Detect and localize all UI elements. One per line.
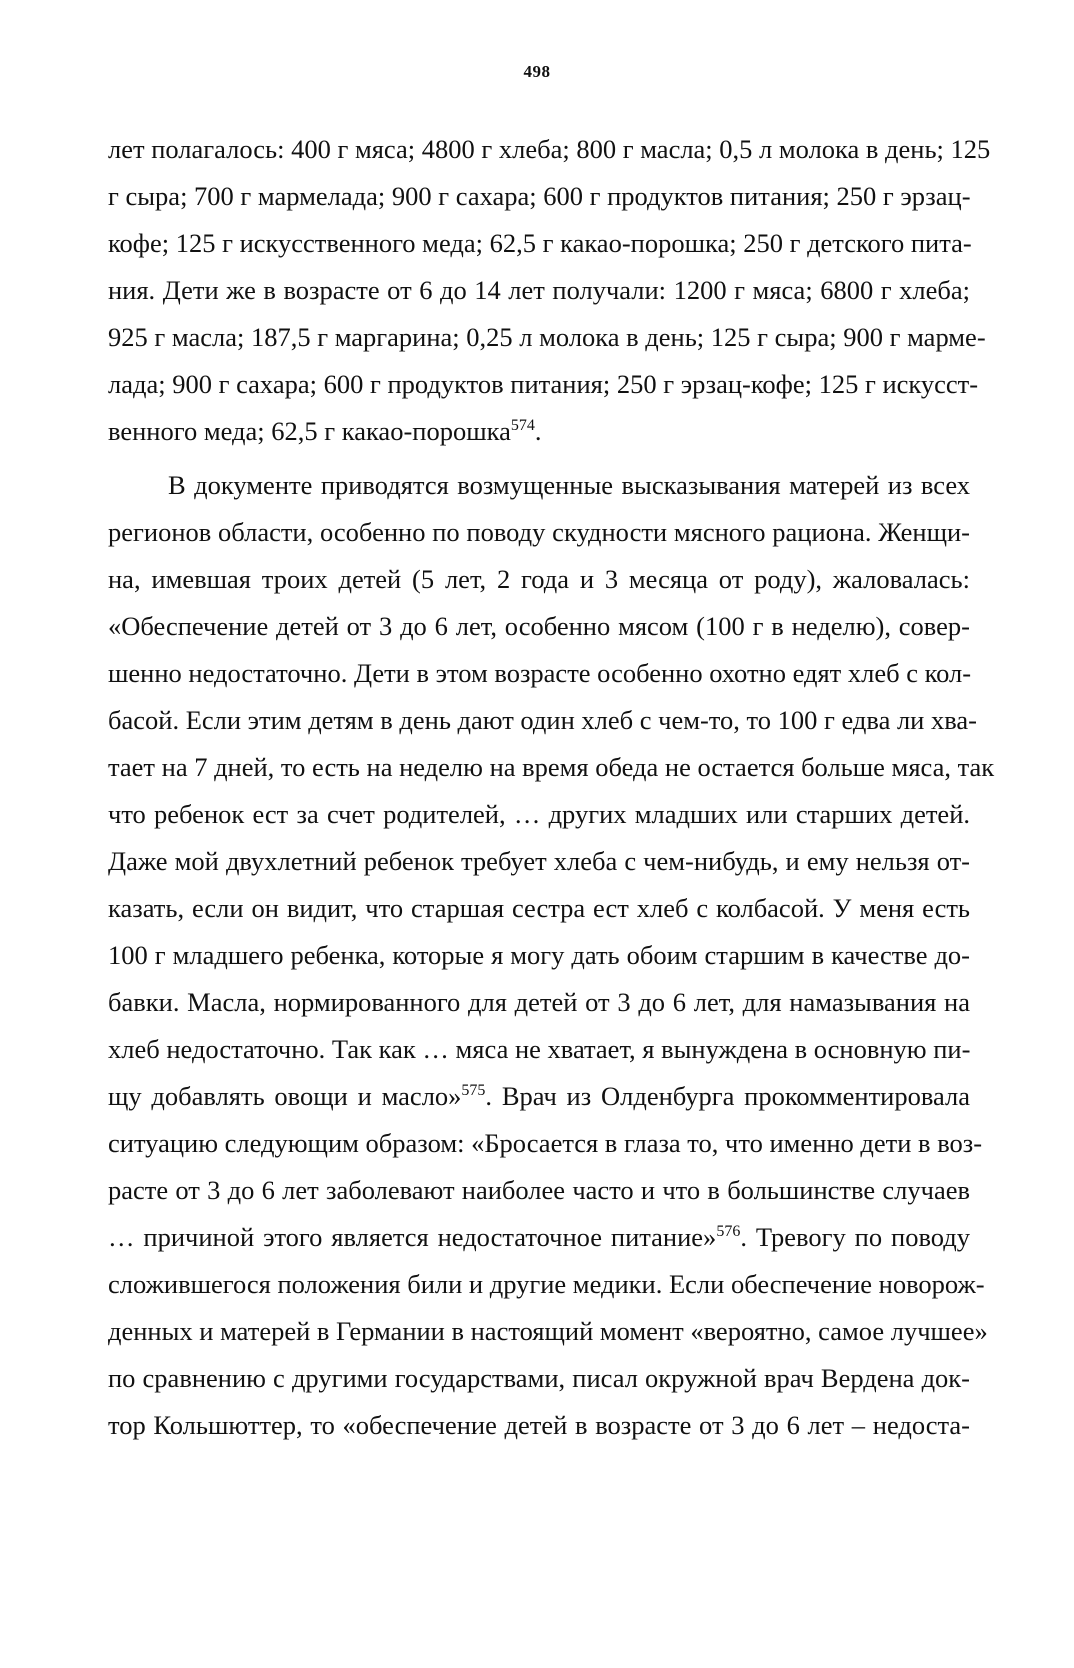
footnote-ref-575: 575 bbox=[461, 1082, 486, 1100]
text-line: казать, если он видит, что старшая сестра ест хлеб с колбасой. У меня есть bbox=[108, 893, 970, 923]
text-line: регионов области, особенно по поводу скудности мясного рациона. Женщи- bbox=[108, 517, 970, 547]
text-line: шенно недостаточно. Дети в этом возрасте особенно охотно едят хлеб с кол- bbox=[108, 658, 972, 688]
text-fragment: … причиной этого является недостаточное питание» bbox=[108, 1222, 717, 1252]
text-line: по сравнению с другими государствами, писал окружной врач Вердена док- bbox=[108, 1363, 970, 1393]
text-line: кофе; 125 г искусственного меда; 62,5 г какао-порошка; 250 г детского пита- bbox=[108, 228, 972, 258]
text-line: «Обеспечение детей от 3 до 6 лет, особенно мясом (100 г в неделю), совер- bbox=[108, 611, 970, 641]
body-text bbox=[108, 126, 995, 1449]
text-fragment: венного меда; 62,5 г какао-порошка bbox=[108, 416, 511, 446]
text-line: лет полагалось: 400 г мяса; 4800 г хлеба; 800 г масла; 0,5 л молока в день; 125 bbox=[108, 134, 991, 164]
text-fragment: . Врач из Олденбурга прокомментировала bbox=[485, 1081, 970, 1111]
text-line: тает на 7 дней, то есть на неделю на время обеда не остается больше мяса, так bbox=[108, 752, 995, 782]
text-fragment: . Тревогу по поводу bbox=[740, 1222, 970, 1252]
text-line: тор Кольшюттер, то «обеспечение детей в возрасте от 3 до 6 лет – недоста- bbox=[108, 1410, 970, 1440]
text-line bbox=[108, 1073, 970, 1120]
text-line: 100 г младшего ребенка, которые я могу дать обоим старшим в качестве до- bbox=[108, 940, 970, 970]
text-line: басой. Если этим детям в день дают один хлеб с чем-то, то 100 г едва ли хва- bbox=[108, 705, 977, 735]
page-number: 498 bbox=[523, 62, 551, 81]
text-line: лада; 900 г сахара; 600 г продуктов питания; 250 г эрзац-кофе; 125 г искусст- bbox=[108, 369, 979, 399]
footnote-ref-574: 574 bbox=[510, 417, 535, 435]
text-line: хлеб недостаточно. Так как … мяса не хватает, я вынуждена в основную пи- bbox=[108, 1034, 971, 1064]
text-line: г сыра; 700 г мармелада; 900 г сахара; 600 г продуктов питания; 250 г эрзац- bbox=[108, 181, 971, 211]
text-line: что ребенок ест за счет родителей, … других младших или старших детей. bbox=[108, 799, 970, 829]
text-line: ния. Дети же в возрасте от 6 до 14 лет получали: 1200 г мяса; 6800 г хлеба; bbox=[108, 275, 970, 305]
text-line: ситуацию следующим образом: «Бросается в глаза то, что именно дети в воз- bbox=[108, 1128, 983, 1158]
text-fragment: щу добавлять овощи и масло» bbox=[108, 1081, 462, 1111]
text-fragment: . bbox=[534, 416, 542, 446]
text-line bbox=[108, 1214, 970, 1261]
text-line: бавки. Масла, нормированного для детей от 3 до 6 лет, для намазывания на bbox=[108, 987, 970, 1017]
text-line: В документе приводятся возмущенные высказывания матерей из всех bbox=[168, 470, 970, 500]
text-line: сложившегося положения били и другие медики. Если обеспечение новорож- bbox=[108, 1269, 985, 1299]
text-line: 925 г масла; 187,5 г маргарина; 0,25 л молока в день; 125 г сыра; 900 г марме- bbox=[108, 322, 986, 352]
text-line: денных и матерей в Германии в настоящий момент «вероятно, самое лучшее» bbox=[108, 1316, 988, 1346]
text-line: на, имевшая троих детей (5 лет, 2 года и 3 месяца от роду), жаловалась: bbox=[108, 564, 970, 594]
paragraph-gap bbox=[108, 455, 970, 462]
footnote-ref-576: 576 bbox=[716, 1223, 741, 1241]
text-line bbox=[108, 408, 970, 455]
text-line: расте от 3 до 6 лет заболевают наиболее часто и что в большинстве случаев bbox=[108, 1175, 970, 1205]
text-line: Даже мой двухлетний ребенок требует хлеба с чем-нибудь, и ему нельзя от- bbox=[108, 846, 970, 876]
